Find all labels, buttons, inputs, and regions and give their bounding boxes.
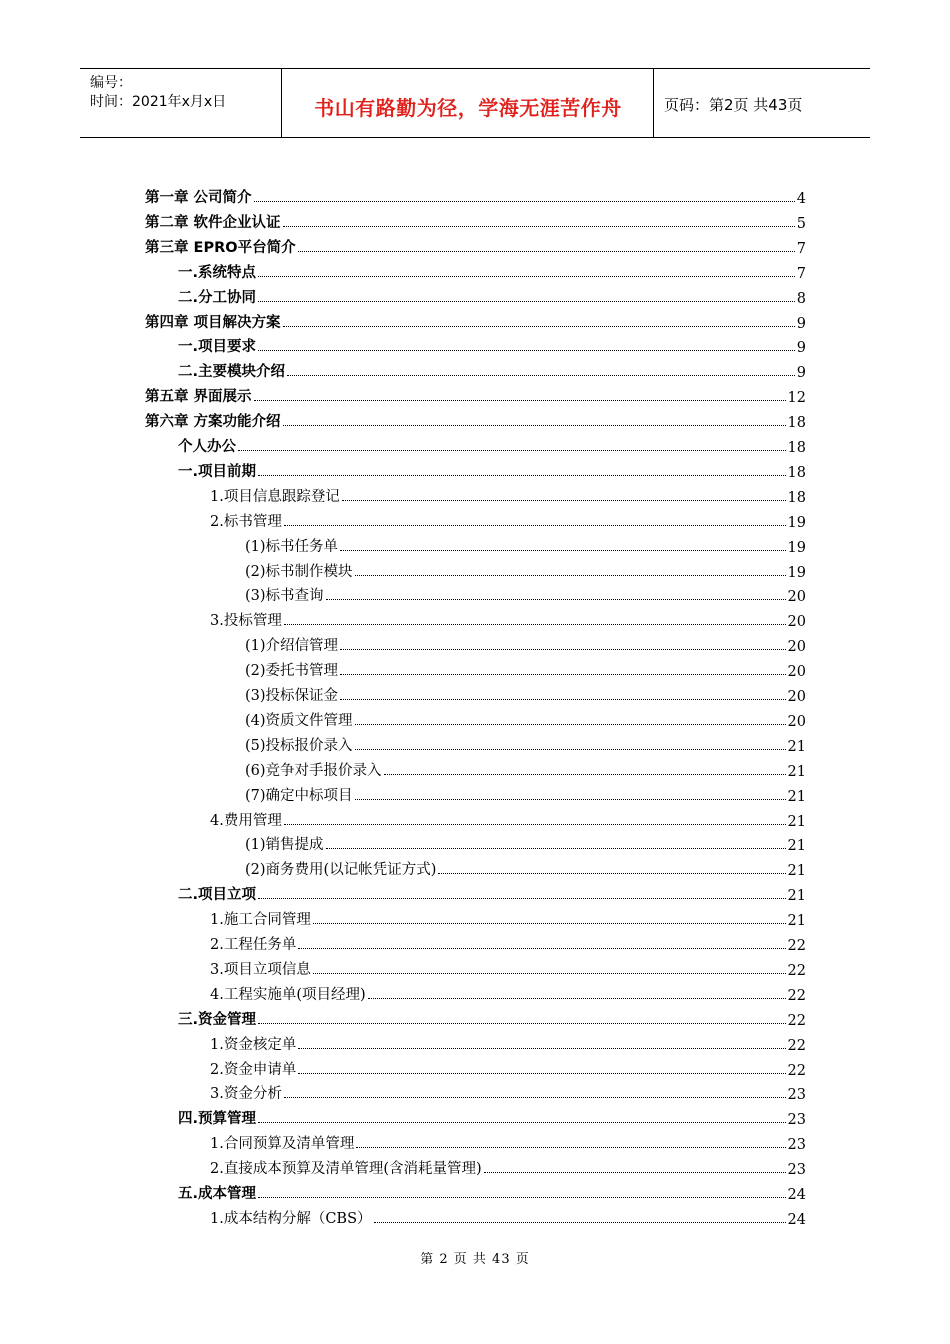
toc-leader-dots	[342, 500, 786, 501]
toc-entry-page: 23	[787, 1112, 806, 1129]
toc-entry-title: 第三章 EPRO平台简介	[145, 239, 296, 256]
toc-leader-dots	[258, 1023, 786, 1024]
toc-leader-dots	[258, 350, 795, 351]
toc-leader-dots	[356, 1147, 785, 1148]
toc-entry-page: 18	[787, 489, 806, 506]
toc-entry-title: (3)标书查询	[245, 588, 324, 605]
page-header	[80, 68, 870, 138]
toc-entry-page: 21	[787, 763, 806, 780]
toc-entry-page: 23	[787, 1137, 806, 1154]
toc-entry[interactable]	[245, 781, 806, 805]
toc-leader-dots	[374, 1222, 786, 1223]
toc-entry[interactable]	[210, 1154, 806, 1178]
toc-leader-dots	[368, 998, 786, 999]
toc-entry-title: 第二章 软件企业认证	[145, 214, 281, 231]
toc-entry-title: (3)投标保证金	[245, 688, 339, 704]
toc-leader-dots	[438, 873, 785, 874]
toc-entry[interactable]	[210, 980, 806, 1004]
toc-entry[interactable]	[245, 681, 806, 705]
toc-entry-page: 21	[787, 838, 806, 855]
toc-leader-dots	[254, 201, 795, 202]
toc-entry-title: (4)资质文件管理	[245, 712, 353, 729]
toc-entry[interactable]	[145, 208, 806, 232]
toc-entry-title: (5)投标报价录入	[245, 737, 353, 754]
header-motto: 书山有路勤为径，学海无涯苦作舟	[314, 96, 622, 120]
toc-entry[interactable]	[245, 731, 806, 755]
toc-entry-title: 1.成本结构分解（CBS）	[210, 1210, 372, 1227]
toc-entry-title: 1.施工合同管理	[210, 912, 311, 929]
toc-leader-dots	[326, 599, 786, 600]
toc-entry[interactable]	[245, 855, 806, 879]
toc-entry-page: 7	[796, 265, 806, 282]
toc-leader-dots	[284, 525, 786, 526]
toc-entry-page: 22	[787, 1012, 806, 1029]
toc-leader-dots	[298, 1048, 785, 1049]
toc-entry[interactable]	[210, 1129, 806, 1153]
toc-entry-title: 一.项目要求	[178, 339, 257, 356]
header-motto-cell	[282, 69, 654, 137]
toc-entry-page: 4	[796, 191, 806, 207]
toc-entry-title: (6)竞争对手报价录入	[245, 762, 382, 779]
toc-entry-page: 9	[796, 340, 806, 357]
toc-entry-page: 22	[787, 1062, 806, 1079]
toc-entry-title: 1.项目信息跟踪登记	[210, 488, 340, 505]
document-time-label: 时间：2021年x月x日	[90, 94, 227, 110]
toc-entry-page: 19	[787, 539, 806, 556]
toc-entry-title: 4.费用管理	[210, 812, 282, 829]
toc-entry[interactable]	[245, 581, 806, 605]
toc-leader-dots	[258, 1122, 786, 1123]
toc-leader-dots	[258, 276, 795, 277]
toc-entry[interactable]	[245, 532, 806, 556]
toc-leader-dots	[284, 1097, 786, 1098]
toc-entry-title: 4.工程实施单(项目经理)	[210, 986, 366, 1003]
toc-entry[interactable]	[145, 233, 806, 257]
toc-entry-page: 19	[787, 564, 806, 581]
header-meta	[80, 69, 282, 137]
toc-entry[interactable]	[245, 706, 806, 730]
toc-entry[interactable]	[210, 1204, 806, 1228]
toc-entry-title: 第六章 方案功能介绍	[145, 414, 281, 431]
toc-leader-dots	[298, 948, 785, 949]
toc-entry-page: 22	[787, 1037, 806, 1054]
toc-entry-page: 22	[787, 938, 806, 954]
toc-entry[interactable]	[245, 656, 806, 680]
toc-leader-dots	[258, 475, 786, 476]
toc-entry-title: (1)介绍信管理	[245, 638, 339, 655]
toc-entry-page: 21	[787, 788, 806, 805]
toc-entry-title: 二.项目立项	[178, 887, 257, 904]
toc-entry-title: 2.标书管理	[210, 513, 282, 530]
toc-entry-title: 五.成本管理	[178, 1186, 257, 1202]
toc-entry-page: 18	[787, 464, 806, 481]
toc-entry-page: 20	[787, 689, 806, 705]
toc-entry[interactable]	[178, 283, 806, 307]
toc-leader-dots	[484, 1172, 786, 1173]
toc-entry-page: 9	[796, 365, 806, 382]
toc-entry-title: 三.资金管理	[178, 1011, 257, 1028]
toc-entry-title: 2.工程任务单	[210, 937, 297, 953]
toc-entry-title: 3.资金分析	[210, 1086, 282, 1103]
toc-leader-dots	[298, 1073, 785, 1074]
toc-entry-page: 23	[787, 1162, 806, 1179]
toc-entry[interactable]	[210, 507, 806, 531]
toc-entry-title: 1.资金核定单	[210, 1036, 297, 1053]
toc-entry-title: 2.资金申请单	[210, 1061, 297, 1078]
toc-entry-title: 一.系统特点	[178, 264, 257, 281]
toc-leader-dots	[355, 575, 786, 576]
toc-entry-page: 20	[787, 713, 806, 730]
toc-leader-dots	[298, 251, 795, 252]
header-page-info: 页码：第2页 共43页	[664, 96, 803, 114]
toc-entry-title: 2.直接成本预算及清单管理(含消耗量管理)	[210, 1161, 482, 1178]
toc-leader-dots	[284, 624, 786, 625]
toc-leader-dots	[355, 724, 786, 725]
toc-entry-title: 第一章 公司简介	[145, 190, 252, 206]
toc-leader-dots	[258, 301, 795, 302]
toc-entry[interactable]	[210, 1079, 806, 1103]
toc-entry-page: 22	[787, 962, 806, 979]
toc-entry-page: 7	[796, 240, 806, 257]
toc-entry[interactable]	[178, 457, 806, 481]
toc-entry-page: 18	[787, 415, 806, 432]
toc-entry-page: 8	[796, 290, 806, 307]
toc-entry-page: 24	[787, 1211, 806, 1228]
toc-leader-dots	[283, 326, 795, 327]
toc-entry-page: 19	[787, 514, 806, 531]
toc-entry-title: 1.合同预算及清单管理	[210, 1136, 355, 1153]
toc-entry[interactable]	[178, 432, 806, 456]
toc-leader-dots	[258, 1197, 786, 1198]
toc-entry[interactable]	[210, 1030, 806, 1054]
toc-entry[interactable]	[178, 1005, 806, 1029]
toc-leader-dots	[384, 774, 786, 775]
toc-entry-title: 一.项目前期	[178, 463, 257, 480]
toc-entry[interactable]	[210, 905, 806, 929]
toc-leader-dots	[355, 749, 786, 750]
toc-entry[interactable]	[178, 258, 806, 282]
toc-entry[interactable]	[210, 606, 806, 630]
toc-entry-page: 18	[787, 440, 806, 456]
toc-leader-dots	[283, 425, 786, 426]
toc-entry[interactable]	[145, 407, 806, 431]
toc-entry-title: 个人办公	[178, 439, 236, 455]
toc-leader-dots	[287, 375, 795, 376]
toc-leader-dots	[313, 973, 786, 974]
toc-entry[interactable]	[210, 955, 806, 979]
toc-leader-dots	[313, 923, 786, 924]
toc-entry-title: (7)确定中标项目	[245, 787, 353, 804]
toc-entry-page: 21	[787, 888, 806, 905]
toc-entry[interactable]	[145, 382, 806, 406]
toc-entry-page: 9	[796, 315, 806, 332]
toc-leader-dots	[284, 824, 786, 825]
toc-entry-page: 5	[796, 215, 806, 232]
toc-leader-dots	[340, 674, 786, 675]
toc-entry-page: 22	[787, 987, 806, 1004]
toc-entry-title: 3.投标管理	[210, 613, 282, 630]
toc-leader-dots	[258, 898, 786, 899]
toc-entry-title: 第四章 项目解决方案	[145, 314, 281, 331]
toc-leader-dots	[340, 649, 786, 650]
toc-entry-page: 21	[787, 863, 806, 880]
toc-entry[interactable]	[178, 880, 806, 904]
toc-entry[interactable]	[145, 308, 806, 332]
toc-entry[interactable]	[178, 357, 806, 381]
toc-entry-page: 21	[787, 913, 806, 930]
toc-entry-title: (2)委托书管理	[245, 663, 339, 680]
toc-leader-dots	[254, 400, 786, 401]
toc-entry-title: (2)商务费用(以记帐凭证方式)	[245, 862, 437, 879]
toc-entry-page: 24	[787, 1187, 806, 1203]
toc-entry-page: 20	[787, 664, 806, 681]
toc-leader-dots	[326, 848, 786, 849]
toc-entry-page: 21	[787, 813, 806, 830]
toc-entry-title: 第五章 界面展示	[145, 389, 252, 406]
toc-entry[interactable]	[245, 631, 806, 655]
toc-entry-title: (2)标书制作模块	[245, 563, 353, 580]
toc-entry-page: 20	[787, 589, 806, 606]
toc-entry[interactable]	[210, 930, 806, 954]
toc-entry[interactable]	[210, 806, 806, 830]
toc-entry-page: 20	[787, 639, 806, 656]
header-page-cell	[654, 69, 870, 137]
toc-entry-title: 四.预算管理	[178, 1111, 257, 1128]
toc-entry-page: 23	[787, 1087, 806, 1104]
toc-entry[interactable]	[245, 756, 806, 780]
toc-entry[interactable]	[178, 1179, 806, 1203]
toc-entry-page: 20	[787, 614, 806, 631]
toc-leader-dots	[340, 699, 786, 700]
toc-entry-title: (1)标书任务单	[245, 538, 339, 555]
toc-entry[interactable]	[210, 1055, 806, 1079]
toc-entry[interactable]	[145, 183, 806, 207]
toc-entry[interactable]	[245, 830, 806, 854]
toc-leader-dots	[238, 450, 786, 451]
toc-entry-title: (1)销售提成	[245, 837, 324, 854]
toc-entry[interactable]	[210, 482, 806, 506]
toc-entry-title: 3.项目立项信息	[210, 961, 311, 978]
page-footer: 第 2 页 共 43 页	[420, 1252, 530, 1267]
toc-entry-page: 21	[787, 738, 806, 755]
toc-entry[interactable]	[245, 557, 806, 581]
toc-entry-page: 12	[787, 390, 806, 407]
toc-entry[interactable]	[178, 1104, 806, 1128]
document-number-label: 编号：	[90, 75, 132, 91]
toc-entry-title: 二.分工协同	[178, 289, 257, 306]
toc-leader-dots	[355, 799, 786, 800]
toc-leader-dots	[283, 226, 795, 227]
toc-leader-dots	[340, 550, 786, 551]
toc-entry-title: 二.主要模块介绍	[178, 364, 286, 381]
toc-entry[interactable]	[178, 332, 806, 356]
